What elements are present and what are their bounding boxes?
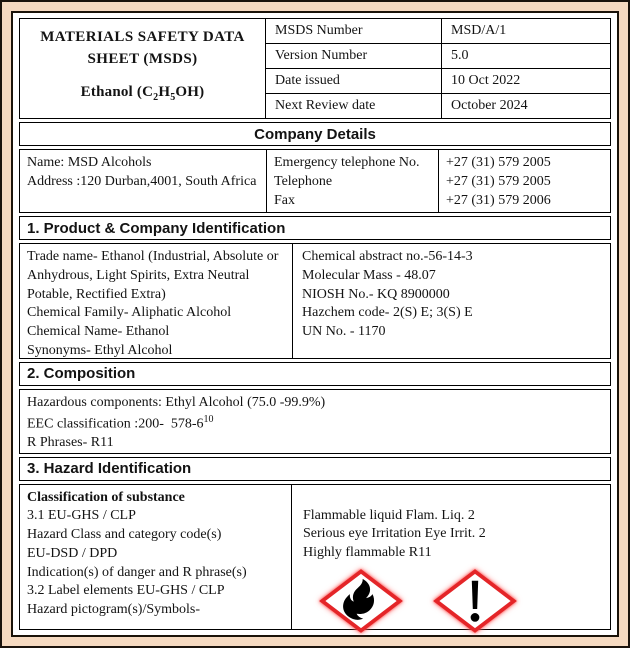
flammable-liquid-line: Flammable liquid Flam. Liq. 2 bbox=[303, 507, 475, 523]
meta-row-next-review bbox=[266, 93, 610, 118]
document-title: MATERIALS SAFETY DATA SHEET (MSDS) bbox=[40, 29, 245, 67]
contact-label: Fax bbox=[274, 192, 295, 208]
flame-icon bbox=[317, 569, 405, 633]
chemical-family-line: Chemical Family- Aliphatic Alcohol bbox=[27, 305, 232, 321]
company-details-heading: Company Details bbox=[19, 122, 611, 146]
company-details-row bbox=[19, 149, 611, 213]
meta-value: MSD/A/1 bbox=[451, 22, 507, 38]
meta-label: Next Review date bbox=[266, 94, 442, 118]
company-name-address bbox=[20, 150, 267, 212]
highly-flammable-line: Highly flammable R11 bbox=[303, 545, 432, 561]
exclamation-icon bbox=[431, 569, 519, 633]
section3-heading: 3. Hazard Identification bbox=[19, 457, 611, 481]
meta-row-msds-number bbox=[266, 19, 610, 43]
company-contact-values bbox=[439, 150, 610, 212]
section3-body bbox=[19, 484, 611, 630]
molecular-mass-line: Molecular Mass - 48.07 bbox=[302, 267, 436, 283]
document-header-block bbox=[19, 18, 611, 119]
company-address: Address :120 Durban,4001, South Africa bbox=[27, 173, 257, 189]
label-elements-line: 3.2 Label elements EU-GHS / CLP bbox=[27, 583, 225, 599]
eu-ghs-clp-line: 3.1 EU-GHS / CLP bbox=[27, 508, 136, 524]
section1-body bbox=[19, 243, 611, 359]
meta-row-version bbox=[266, 43, 610, 68]
pictogram-symbols-line: Hazard pictogram(s)/Symbols- bbox=[27, 602, 201, 618]
company-name: Name: MSD Alcohols bbox=[27, 155, 152, 170]
product-name-formula: Ethanol $(C_2H_5OH)$ bbox=[80, 83, 205, 103]
r-phrases-line: R Phrases- R11 bbox=[27, 435, 114, 451]
meta-row-date-issued bbox=[266, 68, 610, 93]
eu-dsd-dpd-line: EU-DSD / DPD bbox=[27, 545, 118, 561]
section1-right-column bbox=[293, 244, 610, 358]
meta-label: MSDS Number bbox=[266, 19, 442, 43]
section3-right-column bbox=[292, 485, 610, 629]
synonyms-line: Synonyms- Ethyl Alcohol bbox=[27, 342, 173, 358]
un-number-line: UN No. - 1170 bbox=[302, 324, 386, 339]
meta-value: October 2024 bbox=[451, 97, 528, 113]
cas-number-line: Chemical abstract no.-56-14-3 bbox=[302, 249, 473, 264]
eec-classification-line: EEC classification :200- $578-6^{10}$ bbox=[27, 413, 214, 432]
contact-value: +27 (31) 579 2005 bbox=[446, 173, 551, 189]
contact-label: Emergency telephone No. bbox=[274, 155, 420, 170]
meta-label: Date issued bbox=[266, 69, 442, 93]
section2-body bbox=[19, 389, 611, 454]
company-contact-labels bbox=[267, 150, 439, 212]
meta-label: Version Number bbox=[266, 44, 442, 68]
hazchem-code-line: Hazchem code- 2(S) E; 3(S) E bbox=[302, 305, 473, 321]
meta-value: 5.0 bbox=[451, 47, 469, 63]
chemical-name-line: Chemical Name- Ethanol bbox=[27, 324, 170, 339]
section2-heading: 2. Composition bbox=[19, 362, 611, 386]
eye-irritation-line: Serious eye Irritation Eye Irrit. 2 bbox=[303, 526, 486, 542]
trade-name-line: Trade name- Ethanol (Industrial, Absolute or Anhydrous, Light Spirits, Extra Neutral Potable, Rectified Extra) bbox=[27, 249, 279, 302]
hazard-class-line: Hazard Class and category code(s) bbox=[27, 527, 222, 543]
indications-line: Indication(s) of danger and R phrase(s) bbox=[27, 564, 247, 580]
meta-value: 10 Oct 2022 bbox=[451, 72, 521, 88]
contact-value: +27 (31) 579 2005 bbox=[446, 155, 551, 170]
document-title-cell bbox=[20, 19, 266, 118]
document-meta-table bbox=[266, 19, 610, 118]
niosh-number-line: NIOSH No.- KQ 8900000 bbox=[302, 286, 450, 302]
contact-value: +27 (31) 579 2006 bbox=[446, 192, 551, 208]
hazard-pictograms bbox=[317, 569, 606, 633]
contact-label: Telephone bbox=[274, 173, 333, 189]
msds-sheet bbox=[11, 11, 619, 637]
section1-left-column bbox=[20, 244, 293, 358]
section3-left-column bbox=[20, 485, 292, 629]
hazardous-components-line: Hazardous components: Ethyl Alcohol (75.0 -99.9%) bbox=[27, 394, 326, 410]
section1-heading: 1. Product & Company Identification bbox=[19, 216, 611, 240]
classification-title: Classification of substance bbox=[27, 489, 185, 505]
